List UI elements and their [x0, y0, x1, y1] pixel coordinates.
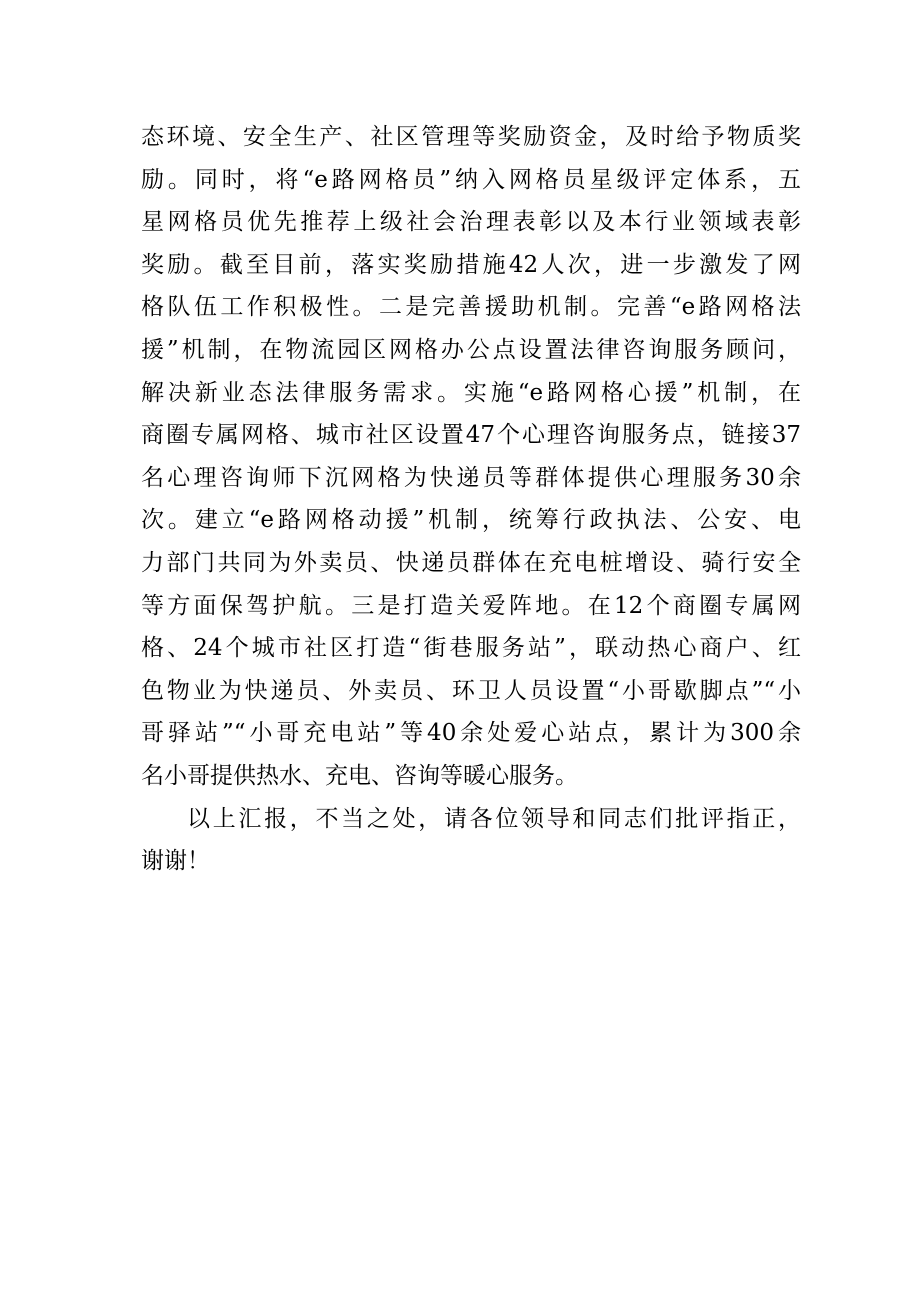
text-line: 色物业为快递员、外卖员、环卫人员设置“小哥歇脚点”“小	[141, 677, 801, 704]
text-line: 格队伍工作积极性。二是完善援助机制。完善“e路网格法	[141, 294, 801, 321]
text-line: 名心理咨询师下沉网格为快递员等群体提供心理服务30余	[141, 464, 801, 491]
closing-thanks: 谢谢！	[141, 848, 210, 875]
text-line: 哥驿站”“小哥充电站”等40余处爱心站点，累计为300余	[141, 720, 801, 747]
text-line: 励。同时，将“e路网格员”纳入网格员星级评定体系，五	[141, 166, 801, 193]
text-line: 次。建立“e路网格动援”机制，统筹行政执法、公安、电	[141, 507, 801, 534]
closing-line: 以上汇报，不当之处，请各位领导和同志们批评指正，	[187, 805, 801, 832]
text-line: 态环境、安全生产、社区管理等奖励资金，及时给予物质奖	[141, 124, 801, 150]
body-text	[141, 116, 801, 883]
text-line: 格、24个城市社区打造“街巷服务站”，联动热心商户、红	[141, 635, 801, 662]
text-line: 名小哥提供热水、充电、咨询等暖心服务。	[141, 762, 578, 789]
text-line: 等方面保驾护航。三是打造关爱阵地。在12个商圈专属网	[141, 592, 801, 619]
text-line: 解决新业态法律服务需求。实施“e路网格心援”机制，在	[141, 379, 801, 406]
text-line: 星网格员优先推荐上级社会治理表彰以及本行业领域表彰	[141, 209, 801, 236]
text-line: 商圈专属网格、城市社区设置47个心理咨询服务点，链接37	[141, 422, 801, 449]
text-line: 力部门共同为外卖员、快递员群体在充电桩增设、骑行安全	[141, 549, 801, 576]
text-line: 奖励。截至目前，落实奖励措施42人次，进一步激发了网	[141, 251, 801, 278]
text-line: 援”机制，在物流园区网格办公点设置法律咨询服务顾问，	[141, 336, 801, 363]
